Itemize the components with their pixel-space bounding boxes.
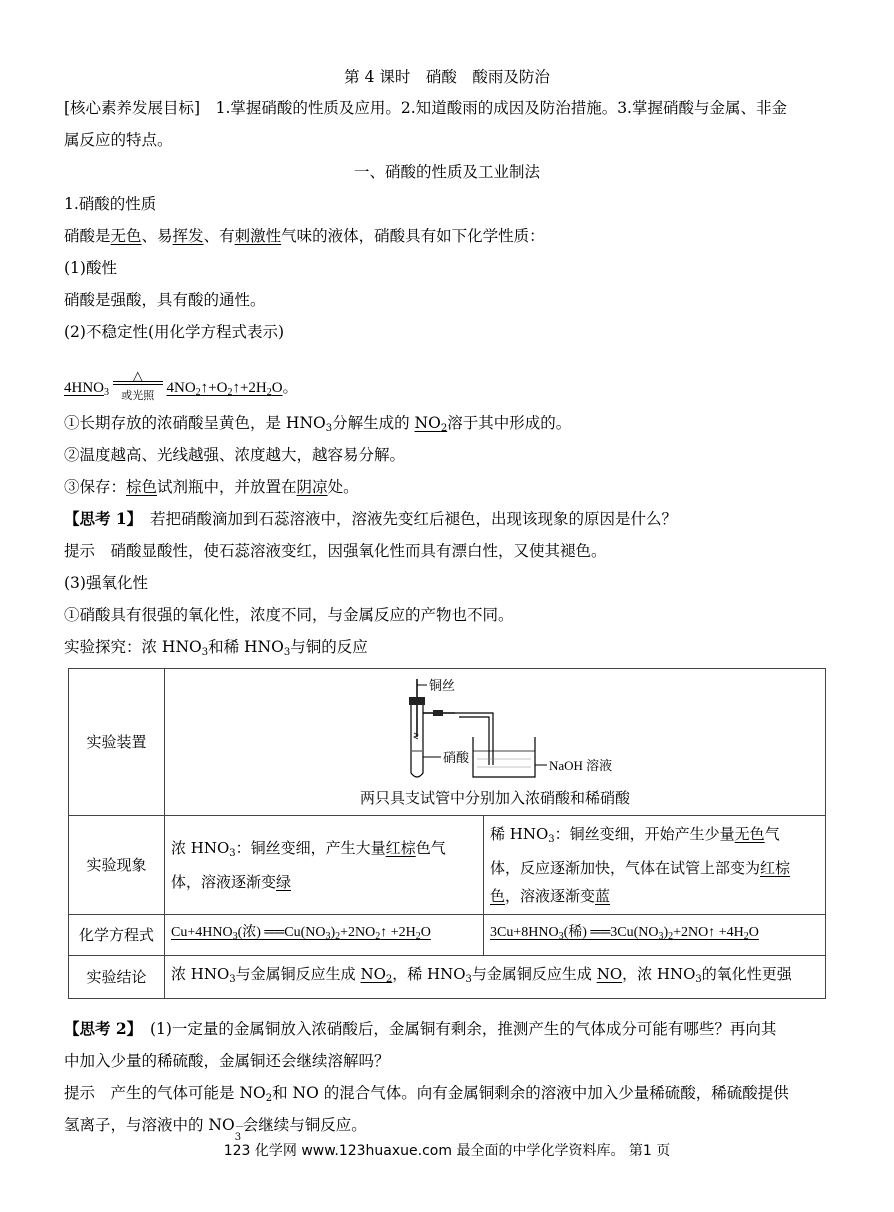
acid-heading: (1)酸性 — [64, 259, 117, 277]
page-footer: 123 化学网 www.123huaxue.com 最全面的中学化学资料库。 第1 页 — [223, 1143, 671, 1159]
acid-text: 硝酸是强酸，具有酸的通性。 — [64, 291, 266, 309]
apparatus-caption: 两只具支试管中分别加入浓硝酸和稀硝酸 — [359, 789, 630, 807]
goals-line-1 — [64, 98, 787, 118]
dil-equation: $3Cu+8HNO_3$(稀) $══3Cu(NO_3)_2+2NO↑ +4H_2O$ — [484, 915, 826, 956]
conc-equation: $Cu+4HNO_3$(浓) $══Cu(NO_3)_2+2NO_2↑ +2H_2O$ — [165, 915, 484, 956]
row-head-apparatus: 实验装置 — [69, 669, 165, 816]
light-condition: 或光照 — [121, 390, 155, 402]
fill-brown: 棕色 — [126, 478, 158, 496]
hint-2-line-1: 提示 产生的气体可能是 $NO_2$和 NO 的混合气体。向有金属铜剩余的溶液中加入少量稀硫酸，稀硫酸提供 — [64, 1084, 789, 1104]
think-1: 【思考 1】 若把硝酸滴加到石蕊溶液中，溶液先变红后褪色，出现该现象的原因是什么？ — [64, 509, 677, 528]
row-head-observation: 实验现象 — [69, 816, 165, 915]
point-2: ②温度越高、光线越强、浓度越大，越容易分解。 — [64, 446, 406, 464]
section-heading: 一、硝酸的性质及工业制法 — [353, 163, 540, 181]
think-2-line-2: 中加入少量的稀硫酸，金属铜还会继续溶解吗？ — [64, 1052, 390, 1070]
explore-line: 实验探究：浓 $HNO_3$和稀 $HNO_3$与铜的反应 — [64, 638, 368, 658]
row-head-equation: 化学方程式 — [69, 915, 165, 956]
row-head-conclusion: 实验结论 — [69, 956, 165, 999]
experiment-table — [68, 668, 826, 999]
intro-line: 硝酸是无色、易挥发、有刺激性气味的液体，硝酸具有如下化学性质： — [64, 227, 545, 245]
unstable-heading: (2)不稳定性(用化学方程式表示) — [64, 323, 285, 341]
fill-pungent: 刺激性 — [234, 227, 282, 245]
conclusion-cell: 浓 $HNO_3$与金属铜反应生成 $NO_2$，稀 $HNO_3$与金属铜反应生成 NO，浓 $HNO_3$的氧化性更强 — [165, 956, 826, 999]
oxid-text: ①硝酸具有很强的氧化性，浓度不同，与金属反应的产物也不同。 — [64, 606, 514, 624]
table-row — [69, 816, 826, 915]
table-row — [69, 956, 826, 999]
page-title: 第 4 课时 硝酸 酸雨及防治 — [344, 68, 550, 86]
think-2-line-1: 【思考 2】 (1)一定量的金属铜放入浓硝酸后，金属铜有剩余，推测产生的气体成分可能有哪些？再向其 — [64, 1019, 777, 1038]
naoh-label: NaOH 溶液 — [549, 758, 613, 773]
apparatus-diagram — [165, 673, 825, 785]
fill-cool: 阴凉 — [296, 478, 328, 496]
props-heading: 1.硝酸的性质 — [64, 195, 157, 213]
point-3: ③保存：棕色试剂瓶中，并放置在阴凉处。 — [64, 478, 359, 496]
fill-volatile: 挥发 — [172, 227, 204, 245]
hint-2-line-2: 氢离子，与溶液中的 NO － 3 会继续与铜反应。 — [64, 1116, 367, 1143]
decomp-equation: $4HNO_3$ △ 或光照 $4NO_2↑+O_2↑+2H_2O$。 — [64, 378, 298, 403]
goals-line-2: 属反应的特点。 — [64, 131, 173, 149]
oxid-heading: (3)强氧化性 — [64, 574, 148, 592]
heat-symbol: △ — [132, 368, 143, 383]
conc-observation: 浓 $HNO_3$：铜丝变细，产生大量红棕色气 体，溶液逐渐变绿 — [165, 816, 484, 915]
acid-label: 硝酸 — [443, 750, 470, 765]
goals-label: [核心素养发展目标] — [64, 99, 201, 117]
dil-observation: 稀 $HNO_3$：铜丝变细，开始产生少量无色气 体，反应逐渐加快，气体在试管上部变为红棕 色，溶液逐渐变蓝 — [484, 816, 826, 915]
table-row — [69, 915, 826, 956]
wire-label: 铜丝 — [429, 678, 456, 693]
hint-1: 提示 硝酸显酸性，使石蕊溶液变红，因强氧化性而具有漂白性，又使其褪色。 — [64, 542, 607, 560]
fill-colorless: 无色 — [110, 227, 142, 245]
goals-text: 1.掌握硝酸的性质及应用。2.知道酸雨的成因及防治措施。3.掌握硝酸与金属、非金 — [200, 99, 787, 117]
point-1: ①长期存放的浓硝酸呈黄色，是 $HNO_3$分解生成的 $NO_2$溶于其中形成的。 — [64, 414, 572, 434]
apparatus-cell — [165, 669, 826, 816]
table-row — [69, 669, 826, 816]
